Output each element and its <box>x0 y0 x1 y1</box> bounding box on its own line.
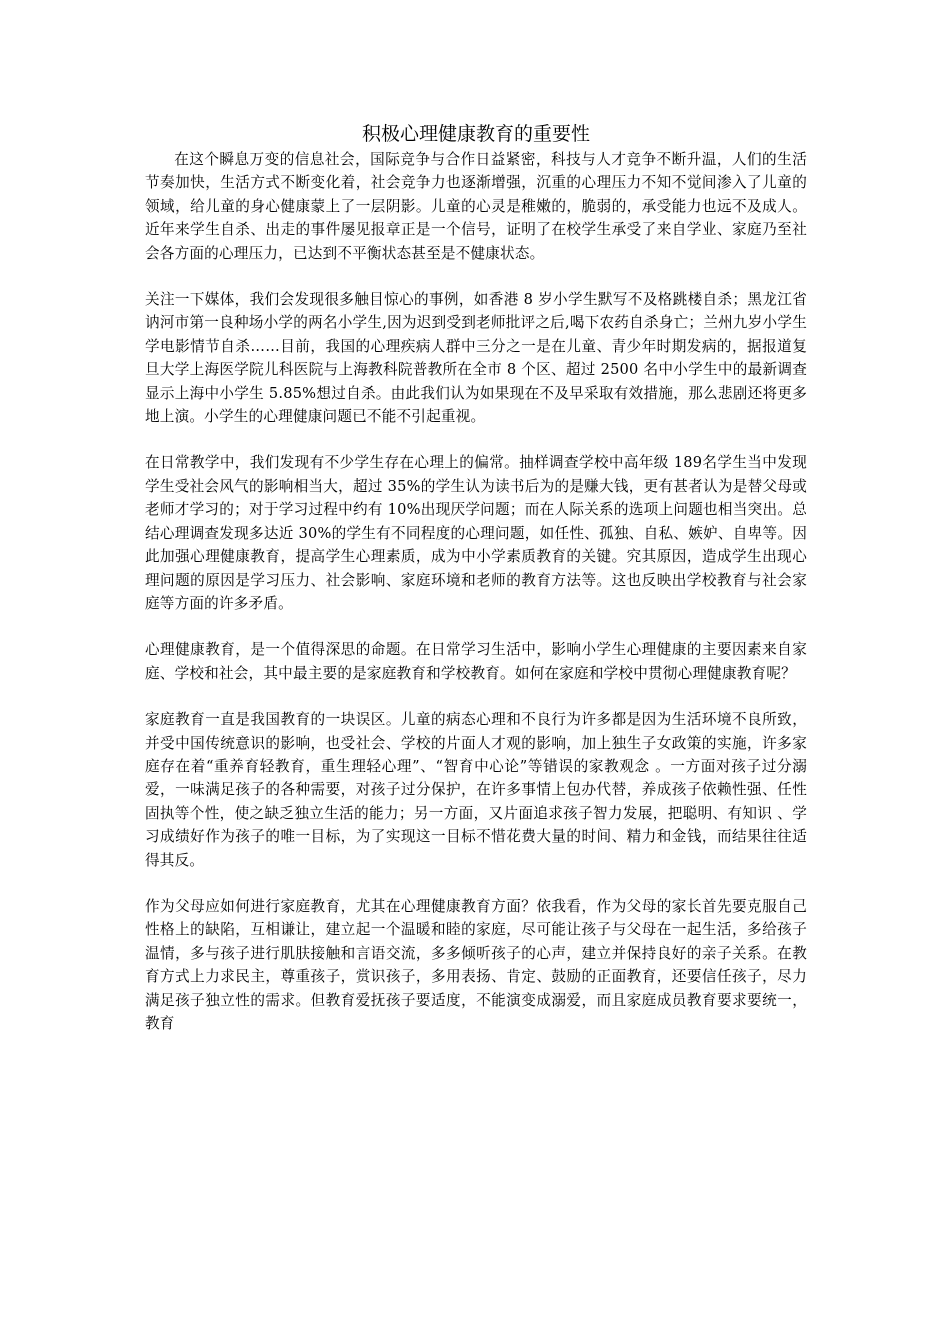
document-title: 积极心理健康教育的重要性 <box>361 123 590 145</box>
paragraph-intro: 在这个瞬息万变的信息社会，国际竞争与合作日益紧密，科技与人才竞争不断升温，人们的生活节奏加快，生活方式不断变化着，社会竞争力也逐渐增强，沉重的心理压力不知不觉间渗入了儿童的领域，给儿童的身心健康蒙上了一层阴影。儿童的心灵是稚嫩的，脆弱的，承受能力也远不及成人。近年来学生自杀、出走的事件屡见报章正是一个信号，证明了在校学生承受了来自学业、家庭乃至社会各方面的心理压力，已达到不平衡状态甚至是不健康状态。 <box>145 151 807 262</box>
paragraph-media-cases: 关注一下媒体，我们会发现很多触目惊心的事例，如香港 8 岁小学生默写不及格跳楼自杀；黑龙江省讷河市第一良种场小学的两名小学生,因为迟到受到老师批评之后,喝下农药自杀身亡；兰州九岁小学生学电影情节自杀……目前，我国的心理疾病人群中三分之一是在儿童、青少年时期发病的，据报道复旦大学上海医学院儿科医院与上海教科院普教所在全市 8 个区、超过 2500 名中小学生中的最新调查显示上海中小学生 5.85%想过自杀。由此我们认为如果现在不及早采取有效措施，那么悲剧还将更多地上演。小学生的心理健康问题已不能不引起重视。 <box>145 291 807 426</box>
paragraph-parents-role: 作为父母应如何进行家庭教育，尤其在心理健康教育方面？依我看，作为父母的家长首先要克服自己性格上的缺陷，互相谦让，建立起一个温暖和睦的家庭，尽可能让孩子与父母在一起生活，多给孩子温情，多与孩子进行肌肤接触和言语交流，多多倾听孩子的心声，建立并保持良好的亲子关系。在教育方式上力求民主，尊重孩子，赏识孩子，多用表扬、肯定、鼓励的正面教育，还要信任孩子，尽力满足孩子独立性的需求。但教育爱抚孩子要适度，不能演变成溺爱，而且家庭成员教育要求要统一，教育 <box>145 897 807 1032</box>
document-page <box>145 120 807 1058</box>
paragraph-family-education: 家庭教育一直是我国教育的一块误区。儿童的病态心理和不良行为许多都是因为生活环境不良所致，并受中国传统意识的影响，也受社会、学校的片面人才观的影响，加上独生子女政策的实施，许多家庭存在着“重养育轻教育，重生理轻心理”、“智育中心论”等错误的家教观念 。一方面对孩子过分溺爱，一味满足孩子的各种需要，对孩子过分保护，在许多事情上包办代替，养成孩子依赖性强、任性固执等个性，使之缺乏独立生活的能力；另一方面，又片面追求孩子智力发展，把聪明、有知识 、学习成绩好作为孩子的唯一目标，为了实现这一目标不惜花费大量的时间、精力和金钱，而结果往往适得其反。 <box>145 711 807 869</box>
paragraph-question: 心理健康教育，是一个值得深思的命题。在日常学习生活中，影响小学生心理健康的主要因素来自家庭、学校和社会，其中最主要的是家庭教育和学校教育。如何在家庭和学校中贯彻心理健康教育呢？ <box>145 641 807 682</box>
paragraph-survey: 在日常教学中，我们发现有不少学生存在心理上的偏常。抽样调查学校中高年级 189名学生当中发现学生受社会风气的影响相当大，超过 35%的学生认为读书后为的是赚大钱，更有甚者认为是替父母或老师才学习的；对于学习过程中约有 10%出现厌学问题；而在人际关系的选项上问题也相当突出。总结心理调查发现多达近 30%的学生有不同程度的心理问题，如任性、孤独、自私、嫉妒、自卑等。因此加强心理健康教育，提高学生心理素质，成为中小学素质教育的关键。究其原因，造成学生出现心理问题的原因是学习压力、社会影响、家庭环境和老师的教育方法等。这也反映出学校教育与社会家庭等方面的许多矛盾。 <box>145 454 807 612</box>
